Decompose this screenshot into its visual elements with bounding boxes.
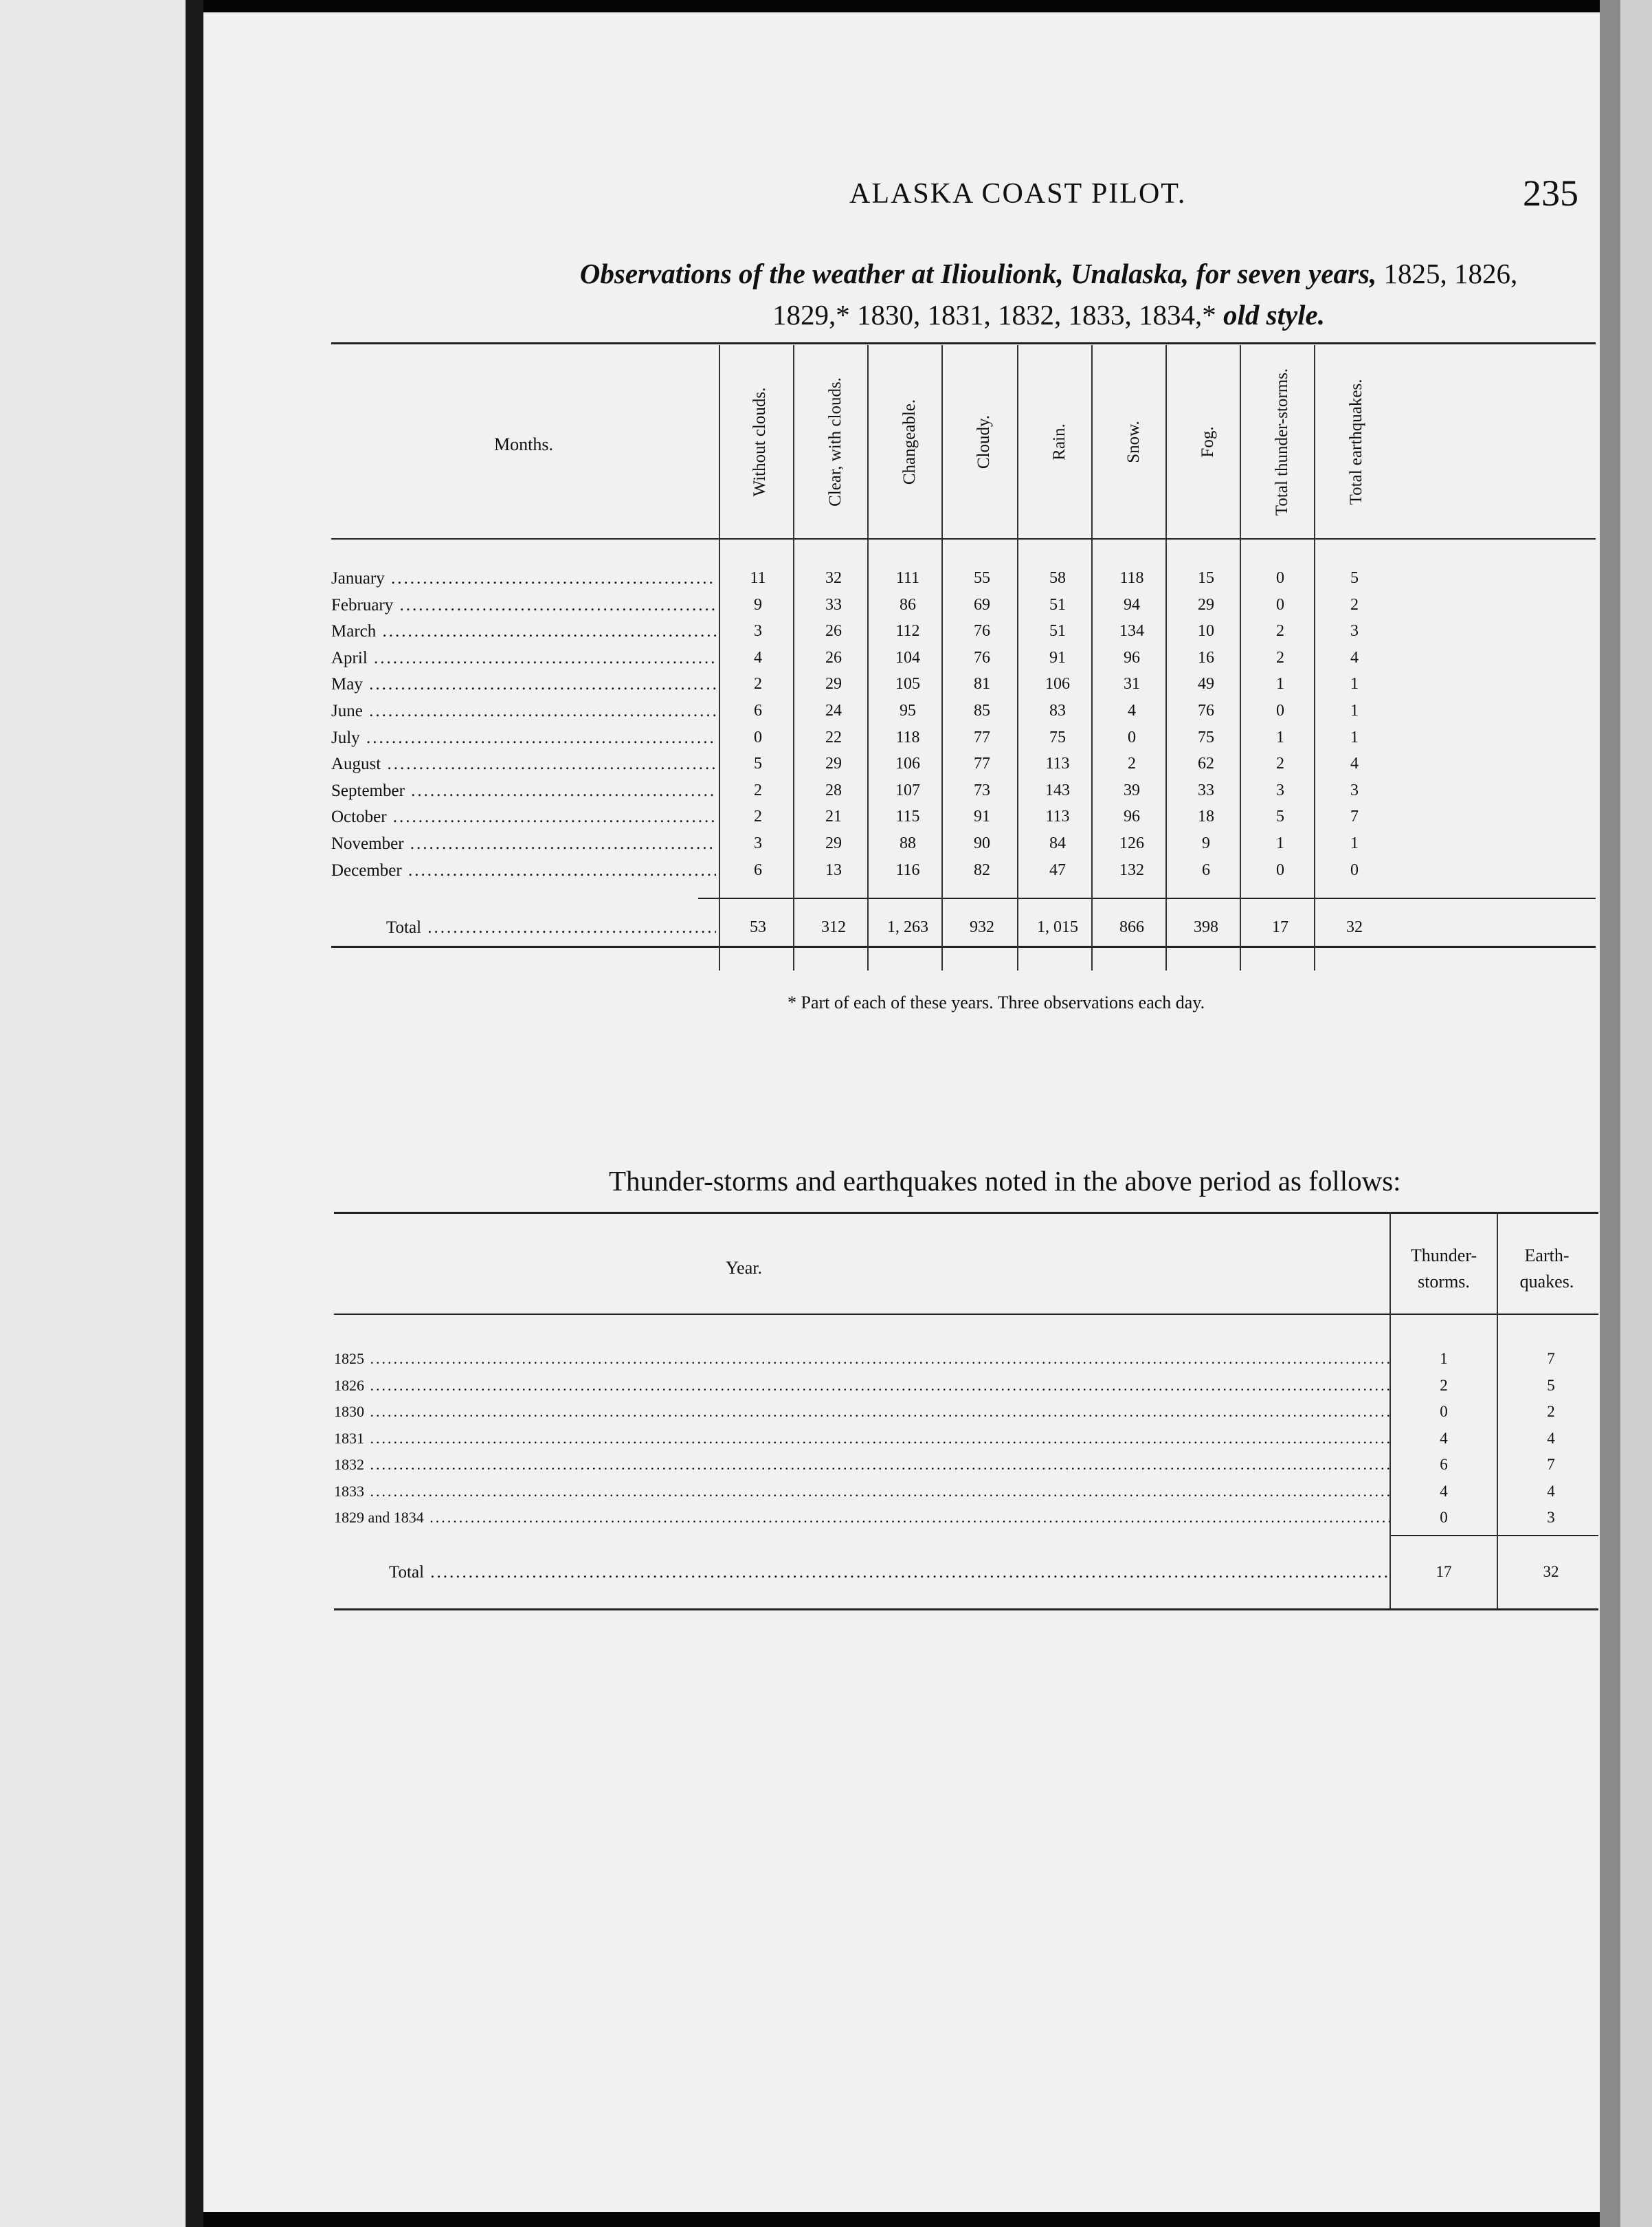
header-bottom-rule (331, 538, 1596, 540)
table-cell: 7 (1350, 808, 1359, 826)
table-cell: 26 (825, 622, 842, 641)
table-cell: 77 (974, 755, 990, 773)
total-cell: 312 (821, 918, 846, 936)
table-cell: 69 (974, 595, 990, 614)
total-cell: 1, 015 (1037, 918, 1078, 936)
summary-cell: 4 (1547, 1429, 1555, 1447)
table-cell: 113 (1045, 808, 1070, 826)
table-caption (506, 253, 1592, 335)
table-cell: 0 (1276, 595, 1284, 614)
page-number: 235 (1523, 173, 1578, 214)
book-gutter (186, 0, 203, 2227)
table-cell: 81 (974, 675, 990, 694)
summary-cell: 1 (1440, 1350, 1448, 1367)
table-cell: 32 (825, 569, 842, 587)
table-cell: 2 (754, 808, 762, 826)
table-cell: 3 (754, 834, 762, 852)
months-header: Months. (494, 434, 553, 454)
year-label: 1826 ..... (334, 1377, 1389, 1395)
table-cell: 96 (1124, 808, 1140, 826)
table-cell: 3 (1276, 781, 1284, 799)
table-cell: 76 (1198, 702, 1214, 720)
footnote: * Part of each of these years. Three observations each day. (788, 993, 1205, 1012)
table-cell: 112 (895, 622, 920, 641)
month-label: November ..... (331, 834, 716, 854)
table-cell: 29 (1198, 595, 1214, 614)
caption-title: Observations of the weather at Ilioulionk, Unalaska, for seven years, (579, 258, 1377, 289)
total-cell: 866 (1119, 918, 1144, 936)
month-label: February ..... (331, 596, 716, 615)
table-cell: 1 (1276, 834, 1284, 852)
table-cell: 105 (895, 675, 920, 694)
summary-cell: 4 (1440, 1482, 1448, 1500)
table-cell: 75 (1049, 728, 1066, 746)
table-cell: 29 (825, 675, 842, 694)
table-cell: 9 (754, 595, 762, 614)
table-cell: 0 (1128, 728, 1136, 746)
table-bottom-rule (331, 946, 1596, 948)
month-label: December ..... (331, 861, 716, 880)
month-label: August ..... (331, 755, 716, 774)
year-label: 1829 and 1834 ..... (334, 1509, 1389, 1527)
table-cell: 84 (1049, 834, 1066, 852)
table-cell: 96 (1124, 648, 1140, 667)
table-cell: 6 (754, 702, 762, 720)
column-header (723, 349, 797, 535)
table-cell: 83 (1049, 702, 1066, 720)
table-cell: 107 (895, 781, 920, 799)
table-cell: 113 (1045, 755, 1070, 773)
table-cell: 2 (754, 675, 762, 694)
summary-header-rule (334, 1314, 1598, 1315)
table-cell: 94 (1124, 595, 1140, 614)
running-head: ALASKA COAST PILOT. (849, 178, 1187, 210)
summary-total-label: Total ..... (389, 1563, 1389, 1582)
table-cell: 2 (1128, 755, 1136, 773)
summary-cell: 6 (1440, 1456, 1448, 1473)
table-cell: 5 (1276, 808, 1284, 826)
column-header-label: Total earthquakes. (1347, 379, 1365, 505)
table-cell: 90 (974, 834, 990, 852)
table-cell: 4 (1350, 648, 1359, 667)
table-cell: 3 (1350, 781, 1359, 799)
table-cell: 15 (1198, 569, 1214, 587)
table-cell: 49 (1198, 675, 1214, 694)
table-cell: 0 (754, 728, 762, 746)
summary-cell: 2 (1547, 1403, 1555, 1420)
table-cell: 2 (1276, 755, 1284, 773)
table-cell: 73 (974, 781, 990, 799)
summary-cell: 7 (1547, 1456, 1555, 1473)
table-cell: 33 (1198, 781, 1214, 799)
table-cell: 13 (825, 861, 842, 879)
table-cell: 2 (1350, 595, 1359, 614)
column-header (873, 349, 947, 535)
total-cell: 932 (970, 918, 994, 936)
table-cell: 0 (1276, 861, 1284, 879)
summary-col-divider (1497, 1212, 1498, 1608)
table-cell: 77 (974, 728, 990, 746)
table-cell: 51 (1049, 622, 1066, 641)
summary-total-cell: 17 (1436, 1563, 1452, 1580)
thunder-header-b: storms. (1418, 1272, 1470, 1292)
column-header-label: Cloudy. (974, 414, 993, 469)
table-cell: 1 (1350, 728, 1359, 746)
month-label: September ..... (331, 782, 716, 801)
table-cell: 31 (1124, 675, 1140, 694)
table-cell: 3 (1350, 622, 1359, 641)
facing-page (0, 0, 186, 2227)
month-label: May ..... (331, 675, 716, 694)
year-label: 1832 ..... (334, 1456, 1389, 1474)
table-cell: 2 (1276, 622, 1284, 641)
column-header (799, 349, 873, 535)
table-cell: 75 (1198, 728, 1214, 746)
year-label: 1833 ..... (334, 1483, 1389, 1500)
total-cell: 53 (750, 918, 766, 936)
column-header-label: Fog. (1198, 426, 1217, 458)
summary-bottom-rule (334, 1608, 1598, 1610)
table-cell: 0 (1350, 861, 1359, 879)
year-label: 1830 ..... (334, 1403, 1389, 1421)
table-cell: 2 (754, 781, 762, 799)
table-cell: 2 (1276, 648, 1284, 667)
table-cell: 62 (1198, 755, 1214, 773)
table-cell: 18 (1198, 808, 1214, 826)
month-label: October ..... (331, 808, 716, 827)
table-cell: 6 (754, 861, 762, 879)
summary-cell: 4 (1547, 1482, 1555, 1500)
table-cell: 5 (754, 755, 762, 773)
table-cell: 33 (825, 595, 842, 614)
quakes-header (1509, 1243, 1585, 1295)
column-header-label: Snow. (1124, 421, 1143, 463)
table-cell: 1 (1350, 834, 1359, 852)
table-cell: 116 (895, 861, 920, 879)
summary-cell: 4 (1440, 1429, 1448, 1447)
table-cell: 88 (900, 834, 916, 852)
table-cell: 29 (825, 834, 842, 852)
table-cell: 0 (1276, 702, 1284, 720)
table-cell: 4 (1350, 755, 1359, 773)
table-cell: 82 (974, 861, 990, 879)
table-cell: 9 (1202, 834, 1210, 852)
table-cell: 5 (1350, 569, 1359, 587)
summary-cell: 7 (1547, 1350, 1555, 1367)
summary-cell: 5 (1547, 1376, 1555, 1394)
column-header (1023, 349, 1097, 535)
table-cell: 28 (825, 781, 842, 799)
table-cell: 104 (895, 648, 920, 667)
table-cell: 16 (1198, 648, 1214, 667)
summary-total-rule (1389, 1535, 1598, 1536)
caption-years-b: 1829,* 1830, 1831, 1832, 1833, 1834,* (772, 299, 1216, 331)
table-cell: 51 (1049, 595, 1066, 614)
table-cell: 3 (754, 622, 762, 641)
total-cell: 1, 263 (887, 918, 928, 936)
thunder-header-a: Thunder- (1410, 1245, 1477, 1265)
table-cell: 21 (825, 808, 842, 826)
column-header-label: Without clouds. (750, 387, 769, 497)
table-cell: 1 (1276, 728, 1284, 746)
table-cell: 47 (1049, 861, 1066, 879)
summary-cell: 0 (1440, 1509, 1448, 1526)
table-cell: 1 (1350, 702, 1359, 720)
table-cell: 1 (1350, 675, 1359, 694)
summary-cell: 2 (1440, 1376, 1448, 1394)
table-cell: 143 (1045, 781, 1070, 799)
caption-years-a: 1825, 1826, (1383, 258, 1518, 289)
summary-top-rule (334, 1212, 1598, 1214)
total-cell: 398 (1194, 918, 1218, 936)
total-row-label: Total ..... (386, 918, 716, 938)
table-cell: 106 (895, 755, 920, 773)
column-header-label: Rain. (1050, 423, 1069, 461)
table-cell: 29 (825, 755, 842, 773)
table-cell: 118 (895, 728, 920, 746)
table-cell: 10 (1198, 622, 1214, 641)
table-cell: 95 (900, 702, 916, 720)
column-header (947, 349, 1021, 535)
table-cell: 76 (974, 622, 990, 641)
table-cell: 1 (1276, 675, 1284, 694)
summary-cell: 3 (1547, 1509, 1555, 1526)
document-page (203, 12, 1600, 2212)
page-edge (1620, 0, 1652, 2227)
column-header (1319, 349, 1394, 535)
table-cell: 85 (974, 702, 990, 720)
column-header (1245, 349, 1319, 535)
caption-style: old style. (1223, 299, 1326, 331)
summary-total-cell: 32 (1543, 1563, 1559, 1580)
table-cell: 106 (1045, 675, 1070, 694)
summary-col-divider (1389, 1212, 1391, 1608)
table-cell: 39 (1124, 781, 1140, 799)
table-cell: 132 (1119, 861, 1144, 879)
table-cell: 111 (895, 569, 920, 587)
table-cell: 58 (1049, 569, 1066, 587)
table-cell: 76 (974, 648, 990, 667)
column-header-label: Clear, with clouds. (826, 377, 845, 507)
year-label: 1825 ..... (334, 1350, 1389, 1368)
month-label: January ..... (331, 569, 716, 588)
table-cell: 134 (1119, 622, 1144, 641)
total-cell: 17 (1272, 918, 1288, 936)
month-label: July ..... (331, 729, 716, 748)
table-cell: 91 (974, 808, 990, 826)
summary-title: Thunder-storms and earthquakes noted in the above period as follows: (609, 1165, 1401, 1197)
total-rule (698, 898, 1596, 899)
year-label: 1831 ..... (334, 1430, 1389, 1448)
table-cell: 26 (825, 648, 842, 667)
column-header-label: Changeable. (900, 399, 919, 485)
table-cell: 118 (1119, 569, 1144, 587)
month-label: March ..... (331, 622, 716, 641)
table-cell: 0 (1276, 569, 1284, 587)
table-cell: 126 (1119, 834, 1144, 852)
table-cell: 11 (750, 569, 766, 587)
table-cell: 4 (1128, 702, 1136, 720)
quakes-header-b: quakes. (1519, 1272, 1574, 1292)
table-cell: 86 (900, 595, 916, 614)
table-cell: 91 (1049, 648, 1066, 667)
page-edge-shadow (1600, 0, 1620, 2227)
table-cell: 4 (754, 648, 762, 667)
month-label: April ..... (331, 649, 716, 668)
column-header (1097, 349, 1171, 535)
column-header (1171, 349, 1245, 535)
quakes-header-a: Earth- (1524, 1245, 1570, 1265)
summary-cell: 0 (1440, 1403, 1448, 1420)
table-cell: 24 (825, 702, 842, 720)
year-header: Year. (726, 1258, 762, 1278)
table-cell: 6 (1202, 861, 1210, 879)
column-header-label: Total thunder-storms. (1273, 368, 1291, 516)
total-cell: 32 (1346, 918, 1363, 936)
month-label: June ..... (331, 702, 716, 721)
table-cell: 115 (895, 808, 920, 826)
table-top-rule (331, 342, 1596, 344)
table-cell: 22 (825, 728, 842, 746)
table-cell: 55 (974, 569, 990, 587)
thunder-header (1406, 1243, 1482, 1295)
